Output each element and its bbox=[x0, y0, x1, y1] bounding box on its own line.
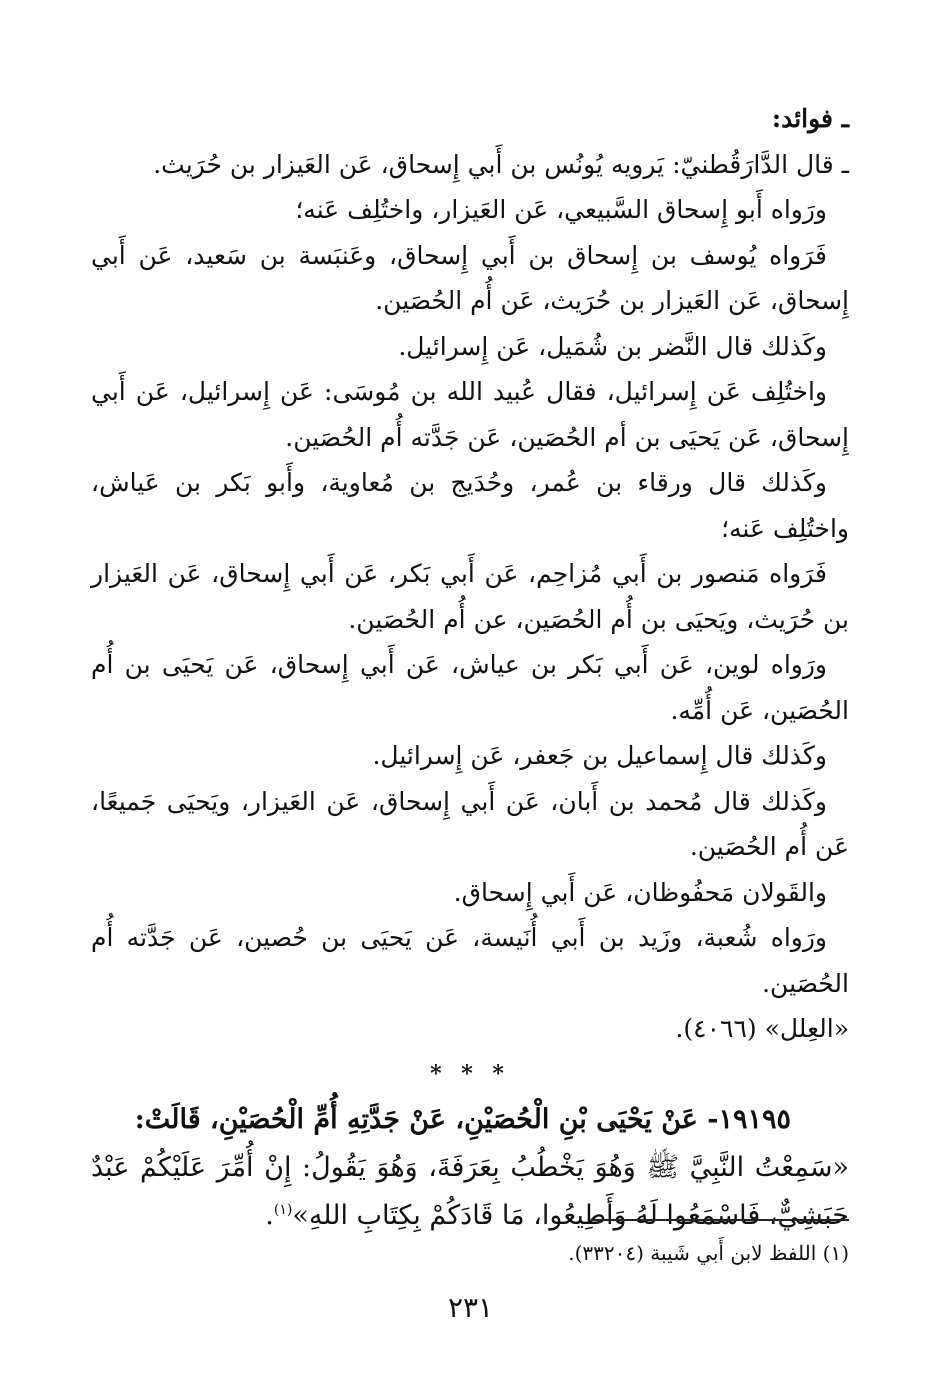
page-number: ٢٣١ bbox=[447, 1291, 494, 1324]
paragraph: والقَولان مَحفُوظان، عَن أَبي إِسحاق. bbox=[453, 877, 827, 907]
paragraph-daraqutni: ـ قال الدَّارَقُطنيّ: يَرويه يُونُس بن أَبي إِسحاق، عَن العَيزار بن حُرَيث. bbox=[153, 149, 849, 179]
paragraph: وكَذلك قال إِسماعيل بن جَعفر، عَن إِسرائيل. bbox=[372, 741, 827, 770]
citation: «العِلل» (٤٠٦٦). bbox=[675, 1014, 849, 1043]
section-heading: ـ فوائد: bbox=[771, 104, 849, 133]
main-text bbox=[91, 96, 849, 1240]
paragraph: واختُلِف عَن إِسرائيل، فقال عُبيد الله بن مُوسَى: عَن إِسرائيل، عَن أَبي إِسحاق، عَن يَحيَى بن أم الحُصَين، عَن جَدَّته أُم الحُصَين. bbox=[91, 377, 849, 452]
footnote: (١) اللفظ لابن أَبي شَيبة (٣٣٢٠٤). bbox=[568, 1241, 849, 1265]
paragraph: وكَذلك قال مُحمد بن أَبان، عَن أَبي إِسحاق، عَن العَيزار، ويَحيَى جَميعًا، عَن أُم الحُصَين. bbox=[91, 786, 849, 861]
paragraph: وكَذلك قال ورقاء بن عُمر، وحُدَيج بن مُعاوية، وأَبو بَكر بن عَياش، واختُلِف عَنه؛ bbox=[91, 468, 849, 543]
hadith-end: . bbox=[265, 1199, 274, 1231]
section-separator: * * * bbox=[430, 1060, 510, 1087]
hadith-text bbox=[91, 1144, 849, 1240]
paragraph: وكَذلك قال النَّضر بن شُمَيل، عَن إِسرائيل. bbox=[398, 331, 827, 361]
footnote-divider bbox=[591, 1219, 849, 1221]
paragraph: فَرَواه مَنصور بن أَبي مُزاحِم، عَن أَبي بَكر، عَن أَبي إِسحاق، عَن العَيزار بن حُرَيث، ويَحيَى بن أُم الحُصَين، عن أُم الحُصَين. bbox=[91, 559, 849, 634]
paragraph: ورَواه أَبو إِسحاق السَّبيعي، عَن العَيزار، واختُلِف عَنه؛ bbox=[295, 195, 827, 224]
paragraph: ورَواه لوين، عَن أَبي بَكر بن عياش، عَن أَبي إِسحاق، عَن يَحيَى بن أُم الحُصَين، عَن أُمِّه. bbox=[91, 650, 849, 725]
hadith-header: ١٩١٩٥- عَنْ يَحْيَى بْنِ الْحُصَيْنِ، عَنْ جَدَّتِهِ أُمِّ الْحُصَيْنِ، قَالَتْ: bbox=[134, 1103, 791, 1135]
paragraph: ورَواه شُعبة، وزَيد بن أَبي أُنَيسة، عَن يَحيَى بن حُصين، عَن جَدَّته أُم الحُصَين. bbox=[91, 923, 849, 998]
footnote-reference: (١) bbox=[273, 1201, 293, 1218]
hadith-body: «سَمِعْتُ النَّبِيَّ ﷺ وَهُوَ يَخْطُبُ بِعَرَفَةَ، وَهُوَ يَقُولُ: إِنْ أُمِّرَ عَلَيْكُمْ عَبْدٌ حَبَشِيٌّ، فَاسْمَعُوا لَهُ وَأَطِيعُوا، مَا قَادَكُمْ بِكِتَابِ اللهِ» bbox=[91, 1151, 849, 1231]
paragraph: فَرَواه يُوسف بن إِسحاق بن أَبي إِسحاق، وعَنبَسة بن سَعيد، عَن أَبي إِسحاق، عَن العَيزار بن حُرَيث، عَن أُم الحُصَين. bbox=[91, 240, 849, 315]
